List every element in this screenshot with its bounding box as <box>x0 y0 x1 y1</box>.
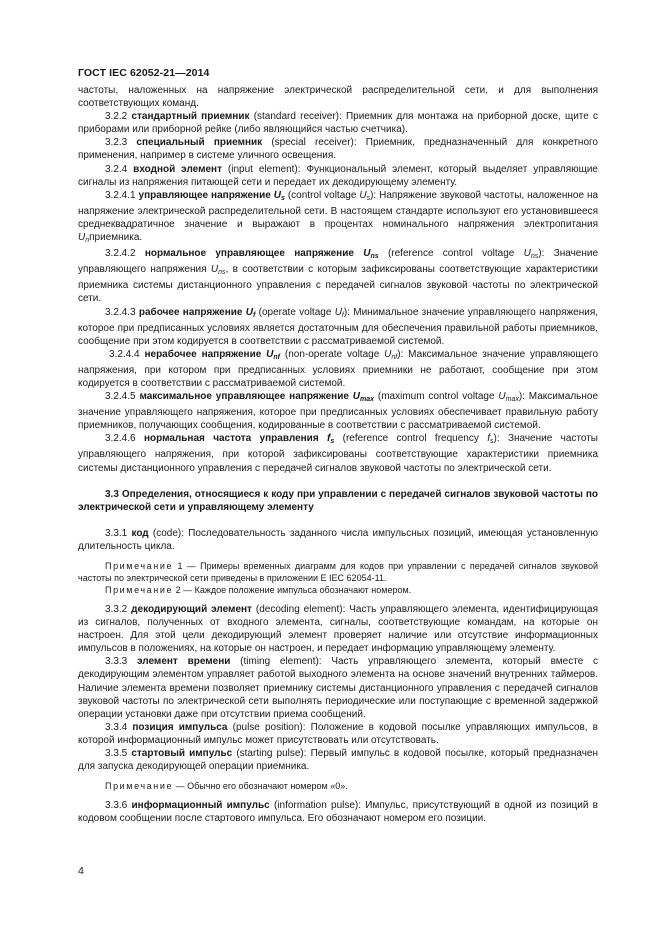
term: элемент времени <box>137 656 231 668</box>
definition-3-3-5: 3.3.5 стартовый импульс (starting pulse): Первый импульс в кодовой посылке, который предназначен для запуска декодирующей операции приемника. <box>78 748 599 773</box>
page-content <box>78 84 598 825</box>
definition-3-3-3: 3.3.3 элемент времени (timing element): Часть управляющего элемента, который вместе с декодирующим элементом управляет работой выходного элемента на основе значений внутренних таймеров. Наличие элемента времени позволяет приемнику системы дистанционного управления с передачей сигналов звуковой частоты по электрической сети выполнять периодические или поступающие с временной задержкой операции установки даже при отсутствии приема сообщений. <box>78 656 599 720</box>
definition-3-2-4-2: 3.2.4.2 нормальное управляющее напряжение $U_{ns}$ (reference control voltage $U_{ns}$): Значение управляющего напряжения $U_{ns}$, в соответствии с которым зафиксированы соответствующие характеристики приемника системы дистанционного управления с передачей сигналов звуковой частоты по электрической сети. <box>78 248 599 305</box>
paragraph-continuation: частоты, наложенных на напряжение электрической распределительной сети, и для выполнения соответствующих команд. <box>78 85 598 110</box>
definition-3-3-1: 3.3.1 код (code): Последовательность заданного числа импульсных позиций, имеющая установленную длительность цикла. <box>78 527 599 552</box>
definition-3-2-2: 3.2.2 стандартный приемник (standard receiver): Приемник для монтажа на приборной доске, щите с приборами или приборной рейке (либо являющийся частью счетчика). <box>78 111 599 136</box>
term: декодирующий элемент <box>131 604 252 615</box>
term: нерабочее напряжение <box>144 348 262 360</box>
definition-3-3-4: 3.3.4 позиция импульса (pulse position): Положение в кодовой посылке управляющих импульсов, в которой информационный импульс может присутствовать или отсутствовать. <box>78 721 598 746</box>
definition-3-2-4-5: 3.2.4.5 максимальное управляющее напряжение $U_{max}$ (maximum control voltage $U_{max}$): Максимальное значение управляющего напряжения, которое при предписанных условиях обеспечивает правильную работу приемников, получающих сообщения, кодированные в соответствии с рассматриваемой системой. <box>78 391 599 432</box>
definition-3-2-4-4: 3.2.4.4 нерабочее напряжение $U_{nf}$ (non-operate voltage $U_{nf}$): Максимальное значение управляющего напряжения, при котором при предписанных условиях приемники не работают, сообщение при этом кодируется в соответствии с рассматриваемой системой. <box>78 348 599 389</box>
definition-3-3-2: 3.3.2 декодирующий элемент (decoding element): Часть управляющего элемента, идентифицирующая из сигналов, полученных от входного элемента, сигналы, соответствующие командам, на которые он настроен. Для этой цели декодирующий элемент проверяет наличие или отсутствие информационных импульсов в положениях, на которые он настроен, и передает информацию управляющему элементу. <box>78 604 599 655</box>
page-header: ГОСТ IEC 62052-21—2014 <box>78 67 210 79</box>
term: нормальное управляющее напряжение <box>144 248 354 260</box>
definition-3-2-4-3: 3.2.4.3 рабочее напряжение $U_f$ (operate voltage $U_f$): Минимальное значение управляющего напряжения, которое при предписанных условиях является достаточным для обеспечения правильной работы приемников, сообщение при этом кодируется в соответствии с рассматриваемой системой. <box>78 306 599 347</box>
note-1: Примечание 1 — Примеры временных диаграмм для кодов при управлении с передачей сигналов звуковой частоты по электрической сети приведены в приложении Е IEC 62054-11. <box>78 561 598 583</box>
definition-3-3-6: 3.3.6 информационный импульс (information pulse): Импульс, присутствующий в одной из позиций в кодовом сообщении после стартового импульса. Его обозначают номером его позиции. <box>78 800 598 825</box>
term: информационный импульс <box>131 800 270 812</box>
definition-3-2-4-6: 3.2.4.6 нормальная частота управления $f_s$ (reference control frequency $f_s$): Значение частоты управляющего напряжения, при которой зафиксированы соответствующие характеристики приемника системы дистанционного управления с передачей сигналов звуковой частоты по электрической сети. <box>78 433 598 474</box>
term: рабочее напряжение <box>138 306 243 318</box>
term: стартовый импульс <box>131 748 233 760</box>
term: максимальное управляющее напряжение <box>139 391 349 403</box>
note-3: Примечание — Обычно его обозначают номером «0». <box>105 781 348 792</box>
term: код <box>131 527 149 539</box>
section-heading-3-3: 3.3 Определения, относящиеся к коду при управлении с передачей сигналов звуковой частоты по электрической сети и управляющему элементу <box>78 488 598 513</box>
term: позиция импульса <box>132 721 228 733</box>
term: стандартный приемник <box>131 111 250 123</box>
term: нормальная частота управления <box>143 433 319 445</box>
definition-3-2-4-1: 3.2.4.1 управляющее напряжение $U_s$ (control voltage $U_s$): Напряжение звуковой частоты, наложенное на напряжение электрической распределительной сети. В настоящем стандарте используют его установившееся среднеквадратичное значение и выражают в процентах номинального напряжения электропитания $U_nприемника$. <box>78 189 599 245</box>
definition-3-2-4: 3.2.4 входной элемент (input element): Функциональный элемент, который выделяет управляющие сигналы из напряжения питающей сети и передает их декодирующему элементу. <box>78 163 598 188</box>
definition-3-2-3: 3.2.3 специальный приемник (special receiver): Приемник, предназначенный для конкретного применения, например в системе уличного освещения. <box>78 137 598 162</box>
term: входной элемент <box>133 163 222 175</box>
note-2: Примечание 2 — Каждое положение импульса обозначают номером. <box>105 585 412 595</box>
term: управляющее напряжение <box>138 189 271 201</box>
page-number: 4 <box>78 865 84 877</box>
term: специальный приемник <box>136 137 263 149</box>
